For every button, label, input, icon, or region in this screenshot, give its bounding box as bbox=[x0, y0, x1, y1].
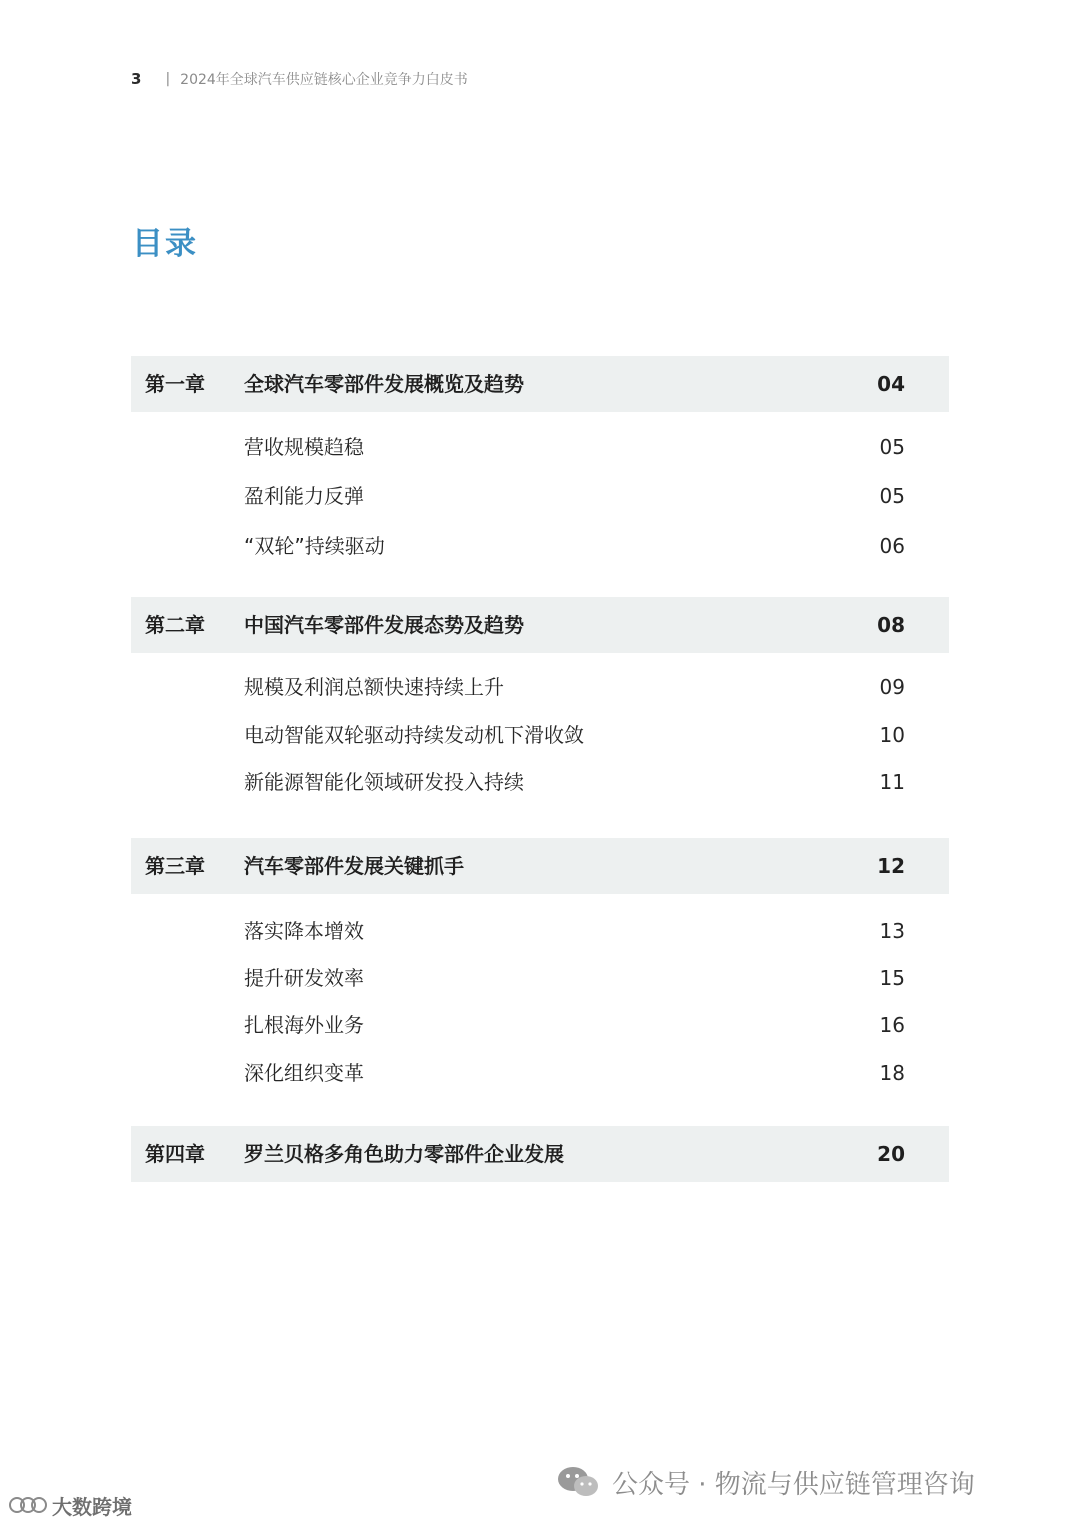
section-row[interactable] bbox=[131, 672, 949, 702]
chapter-row-1[interactable] bbox=[131, 356, 949, 412]
section-row[interactable] bbox=[131, 963, 949, 993]
section-page: 15 bbox=[879, 966, 905, 990]
watermark-text: 公众号 · 物流与供应链管理咨询 bbox=[612, 1469, 975, 1500]
section-title: 规模及利润总额快速持续上升 bbox=[244, 675, 504, 699]
chapter-title: 汽车零部件发展关键抓手 bbox=[244, 854, 464, 878]
section-title: 提升研发效率 bbox=[244, 966, 364, 990]
section-page: 05 bbox=[879, 435, 905, 459]
header-separator: | bbox=[165, 71, 171, 87]
chapter-page: 20 bbox=[877, 1142, 905, 1166]
section-page: 06 bbox=[879, 534, 905, 558]
section-title: 扎根海外业务 bbox=[244, 1013, 364, 1037]
section-title: “双轮”持续驱动 bbox=[244, 534, 385, 558]
section-row[interactable] bbox=[131, 481, 949, 511]
chapter-page: 12 bbox=[877, 854, 905, 878]
section-page: 05 bbox=[879, 484, 905, 508]
chapter-label: 第三章 bbox=[145, 854, 205, 878]
chapter-row-2[interactable] bbox=[131, 597, 949, 653]
page-number: 3 bbox=[131, 70, 142, 88]
chapter-row-3[interactable] bbox=[131, 838, 949, 894]
chapter-page: 04 bbox=[877, 372, 905, 396]
corner-logo-text: 大数跨境 bbox=[52, 1494, 132, 1519]
chapter-row-4[interactable] bbox=[131, 1126, 949, 1182]
wechat-watermark bbox=[556, 1462, 975, 1502]
section-page: 11 bbox=[879, 770, 905, 794]
chapter-label: 第四章 bbox=[145, 1142, 205, 1166]
section-title: 营收规模趋稳 bbox=[244, 435, 364, 459]
section-row[interactable] bbox=[131, 432, 949, 462]
section-title: 深化组织变革 bbox=[244, 1061, 364, 1085]
section-row[interactable] bbox=[131, 720, 949, 750]
section-title: 盈利能力反弹 bbox=[244, 484, 364, 508]
section-page: 16 bbox=[879, 1013, 905, 1037]
section-page: 10 bbox=[879, 723, 905, 747]
toc-heading: 目录 bbox=[132, 226, 198, 262]
section-page: 09 bbox=[879, 675, 905, 699]
chapter-title: 中国汽车零部件发展态势及趋势 bbox=[244, 613, 524, 637]
section-title: 新能源智能化领域研发投入持续 bbox=[244, 770, 524, 794]
section-row[interactable] bbox=[131, 1010, 949, 1040]
section-row[interactable] bbox=[131, 916, 949, 946]
chapter-label: 第二章 bbox=[145, 613, 205, 637]
section-page: 13 bbox=[879, 919, 905, 943]
section-row[interactable] bbox=[131, 531, 949, 561]
chapter-label: 第一章 bbox=[145, 372, 205, 396]
section-page: 18 bbox=[879, 1061, 905, 1085]
section-row[interactable] bbox=[131, 1058, 949, 1088]
chapter-title: 全球汽车零部件发展概览及趋势 bbox=[244, 372, 524, 396]
corner-watermark bbox=[8, 1490, 132, 1520]
logo-icon bbox=[8, 1494, 48, 1516]
document-title: 2024年全球汽车供应链核心企业竞争力白皮书 bbox=[180, 72, 468, 88]
chapter-title: 罗兰贝格多角色助力零部件企业发展 bbox=[244, 1142, 564, 1166]
section-title: 电动智能双轮驱动持续发动机下滑收敛 bbox=[244, 723, 584, 747]
section-title: 落实降本增效 bbox=[244, 919, 364, 943]
section-row[interactable] bbox=[131, 767, 949, 797]
chapter-page: 08 bbox=[877, 613, 905, 637]
wechat-icon bbox=[556, 1465, 600, 1499]
running-header bbox=[131, 66, 468, 92]
